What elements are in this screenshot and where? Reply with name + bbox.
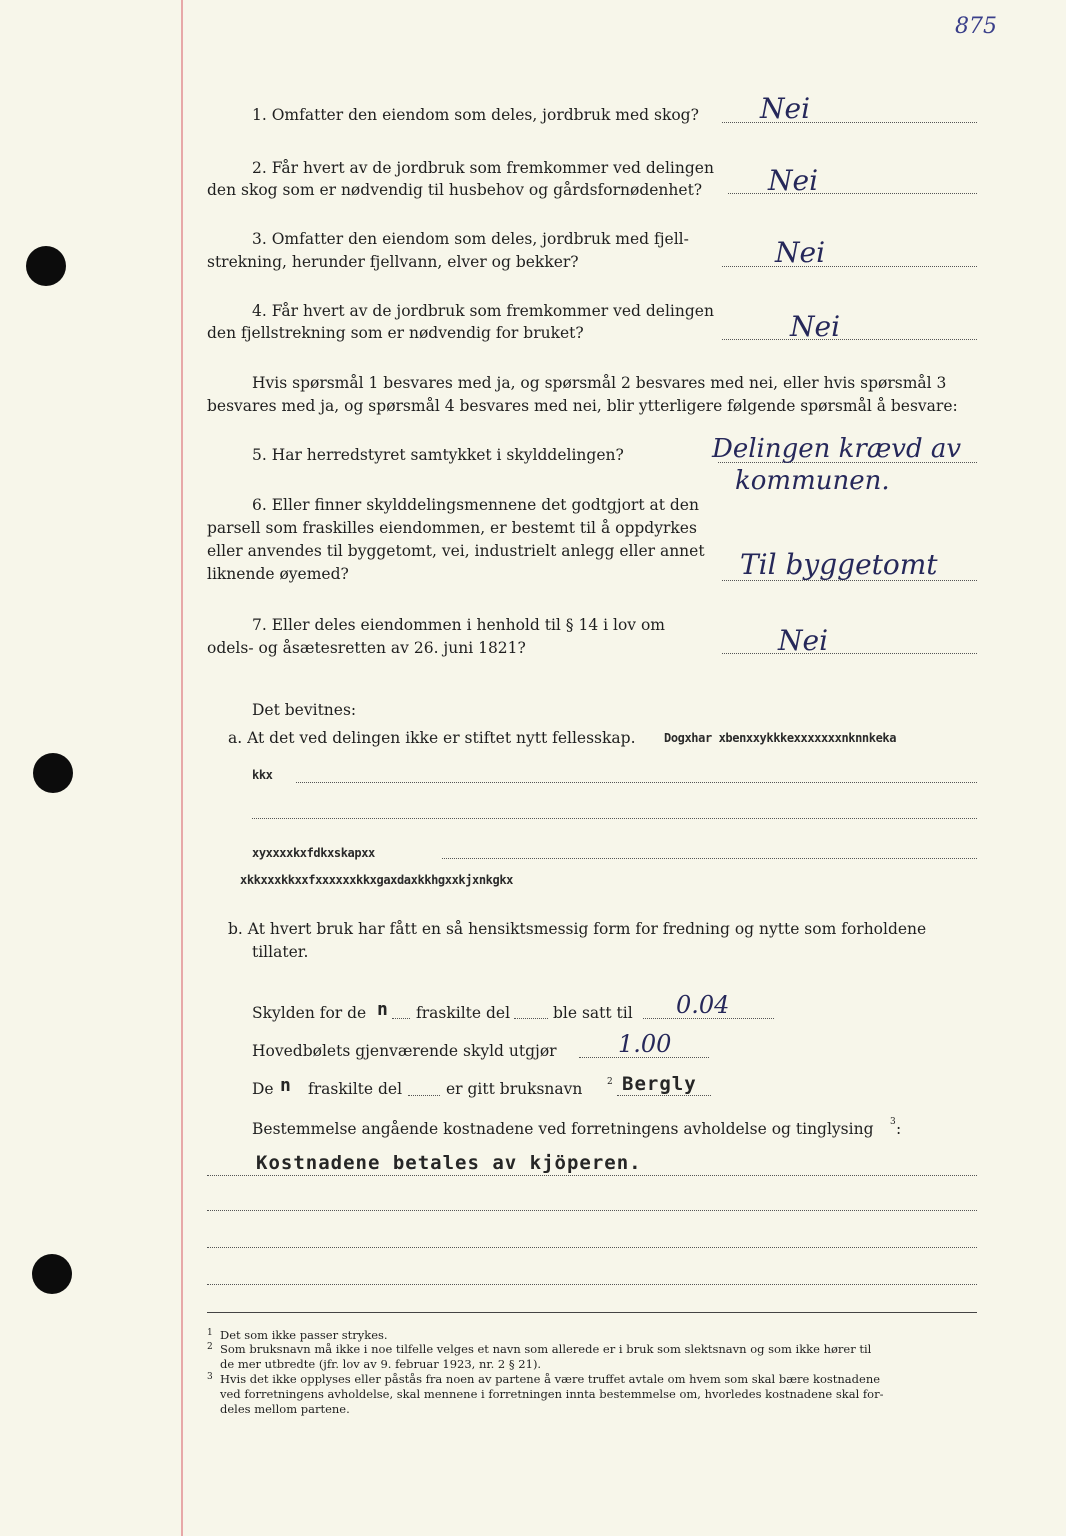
skyld-label-1c: ble satt til	[553, 1004, 633, 1022]
question-7-line-2: odels- og åsætesretten av 26. juni 1821?	[207, 639, 526, 657]
cost-line-4	[207, 1284, 977, 1285]
skyld-label-3: De	[252, 1080, 274, 1098]
struck-text-1: Dogxhar xbenxxykkkexxxxxxxnknnkeka	[664, 731, 897, 745]
question-1-text: 1. Omfatter den eiendom som deles, jordbruk med skog?	[252, 106, 699, 124]
instruction-line-2: besvares med ja, og spørsmål 4 besvares med nei, blir ytterligere følgende spørsmål å besvare:	[207, 397, 958, 415]
cost-text: Kostnadene betales av kjöperen.	[256, 1152, 642, 1174]
skyld-fill-1: n	[377, 999, 389, 1020]
cost-line-1	[207, 1175, 977, 1176]
skyld-value: 0.04	[676, 991, 730, 1019]
footnote-3-number: 3	[207, 1372, 213, 1382]
punch-hole-2	[33, 753, 73, 793]
attest-heading: Det bevitnes:	[252, 701, 357, 719]
footnote-2-line-1: Som bruksnavn må ikke i noe tilfelle velges et navn som allerede er i bruk som slektsnavn og som ikke hører til	[220, 1342, 872, 1356]
skyld-label-1b: fraskilte del	[416, 1004, 511, 1022]
footnote-3-line-3: deles mellom partene.	[220, 1402, 350, 1416]
struck-text-4: xkkxxxkkxxfxxxxxxkkxgaxdaxkkhgxxkjxnkgkx	[240, 873, 513, 887]
punch-hole-3	[32, 1254, 72, 1294]
footnote-ref-3: 3	[890, 1117, 896, 1127]
footnote-1-number: 1	[207, 1328, 213, 1338]
skyld-dots-3b	[617, 1095, 711, 1096]
answer-5-line-1: Delingen krævd av	[712, 434, 962, 464]
question-2-line-1: 2. Får hvert av de jordbruk som fremkommer ved delingen	[252, 159, 714, 177]
attest-b-line-1: b. At hvert bruk har fått en så hensiktsmessig form for fredning og nytte som forholdene	[228, 920, 927, 938]
question-6-line-1: 6. Eller finner skylddelingsmennene det godtgjort at den	[252, 496, 699, 514]
instruction-line-1: Hvis spørsmål 1 besvares med ja, og spørsmål 2 besvares med nei, eller hvis spørsmål 3	[252, 374, 947, 392]
question-3-line-2: strekning, herunder fjellvann, elver og bekker?	[207, 253, 579, 271]
attest-b-line-2: tillater.	[252, 943, 309, 961]
punch-hole-1	[26, 246, 66, 286]
hovedbol-value: 1.00	[618, 1030, 672, 1058]
bruksnavn-value: Bergly	[622, 1073, 697, 1095]
cost-heading-colon: :	[896, 1120, 902, 1138]
question-6-line-3: eller anvendes til byggetomt, vei, industrielt anlegg eller annet	[207, 542, 705, 560]
skyld-fill-3: n	[280, 1075, 292, 1096]
attest-a: a. At det ved delingen ikke er stiftet nytt fellesskap.	[228, 729, 636, 747]
question-4-line-2: den fjellstrekning som er nødvendig for bruket?	[207, 324, 584, 342]
footnote-rule	[207, 1312, 977, 1313]
fill-line-a3	[442, 858, 977, 859]
answer-line-3	[722, 266, 977, 267]
question-7-line-1: 7. Eller deles eiendommen i henhold til § 14 i lov om	[252, 616, 666, 634]
question-3-line-1: 3. Omfatter den eiendom som deles, jordbruk med fjell-	[252, 230, 689, 248]
question-6-line-4: liknende øyemed?	[207, 565, 349, 583]
answer-3: Nei	[775, 236, 826, 269]
struck-text-2: kkx	[252, 768, 273, 782]
skyld-label-1: Skylden for de	[252, 1004, 367, 1022]
answer-line-7	[722, 653, 977, 654]
answer-4: Nei	[790, 310, 841, 343]
question-4-line-1: 4. Får hvert av de jordbruk som fremkommer ved delingen	[252, 302, 714, 320]
footnote-1-line-1: Det som ikke passer strykes.	[220, 1328, 388, 1342]
skyld-dots-1b	[514, 1018, 548, 1019]
answer-5-line-2: kommunen.	[735, 466, 890, 496]
answer-line-4	[722, 339, 977, 340]
cost-heading: Bestemmelse angående kostnadene ved forretningens avholdelse og tinglysing	[252, 1120, 874, 1138]
answer-6: Til byggetomt	[740, 548, 938, 581]
skyld-label-2: Hovedbølets gjenværende skyld utgjør	[252, 1042, 557, 1060]
question-2-line-2: den skog som er nødvendig til husbehov og gårdsfornødenhet?	[207, 181, 703, 199]
answer-line-2	[728, 193, 977, 194]
skyld-dots-3a	[408, 1095, 440, 1096]
skyld-label-3b: fraskilte del	[308, 1080, 403, 1098]
margin-line	[181, 0, 183, 1536]
answer-1: Nei	[760, 92, 811, 125]
answer-2: Nei	[768, 164, 819, 197]
fill-line-a1	[296, 782, 977, 783]
footnote-3-line-2: ved forretningens avholdelse, skal mennene i forretningen innta bestemmelse om, hvorledes kostnadene skal for-	[220, 1387, 884, 1401]
question-5-text: 5. Har herredstyret samtykket i skylddelingen?	[252, 446, 624, 464]
footnote-ref-2: 2	[607, 1077, 613, 1087]
skyld-label-3c: er gitt bruksnavn	[446, 1080, 583, 1098]
cost-line-2	[207, 1210, 977, 1211]
footnote-2-number: 2	[207, 1342, 213, 1352]
answer-7: Nei	[778, 624, 829, 657]
footnote-3-line-1: Hvis det ikke opplyses eller påstås fra noen av partene å være truffet avtale om hvem som skal bære kostnadene	[220, 1372, 881, 1386]
page-number: 875	[955, 14, 997, 39]
cost-line-3	[207, 1247, 977, 1248]
footnote-2-line-2: de mer utbredte (jfr. lov av 9. februar 1923, nr. 2 § 21).	[220, 1357, 542, 1371]
skyld-dots-1a	[392, 1018, 410, 1019]
struck-text-3: xyxxxxkxfdkxskapxx	[252, 846, 375, 860]
question-6-line-2: parsell som fraskilles eiendommen, er bestemt til å oppdyrkes	[207, 519, 697, 537]
fill-line-a2	[252, 818, 977, 819]
